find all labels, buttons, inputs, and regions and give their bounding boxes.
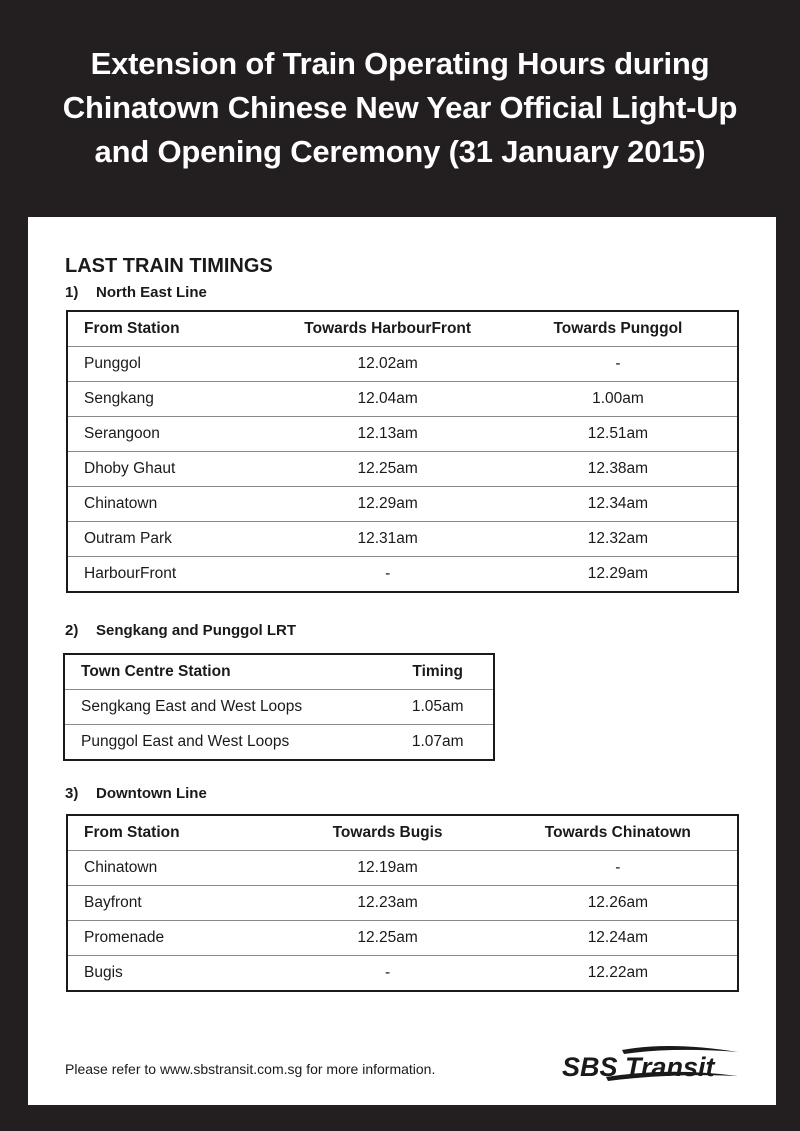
table-row	[67, 417, 738, 452]
timing-cell: 12.26am	[499, 886, 738, 921]
title-line-2: Chinatown Chinese New Year Official Light-Up	[62, 89, 738, 125]
section-1-name: North East Line	[96, 284, 207, 301]
timing-cell: 12.25am	[276, 452, 498, 487]
station-cell: Punggol	[67, 347, 276, 382]
station-cell: HarbourFront	[84, 565, 177, 582]
timing-cell: 12.31am	[276, 522, 498, 557]
timing-cell: 12.51am	[499, 417, 738, 452]
timing-cell: 12.24am	[499, 921, 738, 956]
section-2-title	[65, 622, 296, 639]
section-2-name: Sengkang and Punggol LRT	[96, 622, 296, 639]
section-2-number: 2)	[65, 622, 79, 639]
timing-cell: 12.34am	[499, 487, 738, 522]
table-header-row	[67, 311, 738, 347]
table-header-row	[67, 815, 738, 851]
logo-text: SBS Transit	[562, 1052, 715, 1082]
content-panel	[28, 217, 776, 1105]
title-line-1: Extension of Train Operating Hours during	[90, 45, 710, 81]
station-cell: Serangoon	[67, 417, 276, 452]
timing-cell: 12.23am	[276, 886, 498, 921]
column-header: Towards Bugis	[276, 815, 498, 851]
station-cell: Chinatown	[67, 851, 276, 886]
timing-cell: -	[499, 347, 738, 382]
table-row	[67, 487, 738, 522]
table-row	[67, 452, 738, 487]
downtown-line-table	[66, 814, 739, 992]
column-header: Timing	[382, 654, 494, 690]
timing-cell: 1.00am	[499, 382, 738, 417]
station-cell: Chinatown	[67, 487, 276, 522]
column-header: From Station	[67, 311, 276, 347]
timing-cell: -	[385, 565, 391, 582]
table-row	[67, 382, 738, 417]
timing-cell: 12.25am	[276, 921, 498, 956]
table-row	[64, 690, 494, 725]
station-cell: Sengkang	[67, 382, 276, 417]
timing-cell: 12.04am	[276, 382, 498, 417]
timing-cell: 12.02am	[276, 347, 498, 382]
table-row	[64, 725, 494, 761]
column-header: Towards HarbourFront	[276, 311, 498, 347]
footer-info-text: Please refer to www.sbstransit.com.sg for more information.	[65, 1061, 436, 1077]
column-header: Towards Punggol	[499, 311, 738, 347]
station-cell: Bugis	[84, 964, 123, 981]
section-1-title	[65, 284, 207, 301]
station-cell: Promenade	[67, 921, 276, 956]
table-row	[67, 886, 738, 921]
timing-cell: 12.13am	[276, 417, 498, 452]
north-east-line-table	[66, 310, 739, 593]
timing-cell: -	[385, 964, 391, 981]
station-cell: Outram Park	[67, 522, 276, 557]
column-header: From Station	[67, 815, 276, 851]
table-header-row	[64, 654, 494, 690]
timing-cell: 12.29am	[587, 565, 649, 582]
header-banner	[0, 0, 800, 215]
timing-cell: 1.07am	[411, 733, 464, 750]
timing-cell: -	[499, 851, 738, 886]
column-header: Town Centre Station	[64, 654, 382, 690]
timing-cell: 12.32am	[499, 522, 738, 557]
timing-cell: 12.19am	[276, 851, 498, 886]
column-header: Towards Chinatown	[499, 815, 738, 851]
station-cell: Sengkang East and West Loops	[64, 690, 382, 725]
station-cell: Punggol East and West Loops	[81, 733, 290, 750]
table-row	[67, 921, 738, 956]
section-heading: LAST TRAIN TIMINGS	[65, 255, 273, 277]
station-cell: Dhoby Ghaut	[67, 452, 276, 487]
lrt-table	[63, 653, 495, 761]
station-cell: Bayfront	[67, 886, 276, 921]
section-3-title	[65, 785, 207, 802]
section-3-name: Downtown Line	[96, 785, 207, 802]
timing-cell: 1.05am	[382, 690, 494, 725]
timing-cell: 12.38am	[499, 452, 738, 487]
section-1-number: 1)	[65, 284, 79, 301]
table-row	[67, 557, 738, 593]
table-row	[67, 347, 738, 382]
timing-cell: 12.29am	[276, 487, 498, 522]
timing-cell: 12.22am	[587, 964, 649, 981]
table-row	[67, 522, 738, 557]
sbs-transit-logo	[560, 1043, 740, 1087]
section-3-number: 3)	[65, 785, 79, 802]
title-line-3: and Opening Ceremony (31 January 2015)	[94, 133, 706, 169]
table-row	[67, 956, 738, 992]
table-row	[67, 851, 738, 886]
